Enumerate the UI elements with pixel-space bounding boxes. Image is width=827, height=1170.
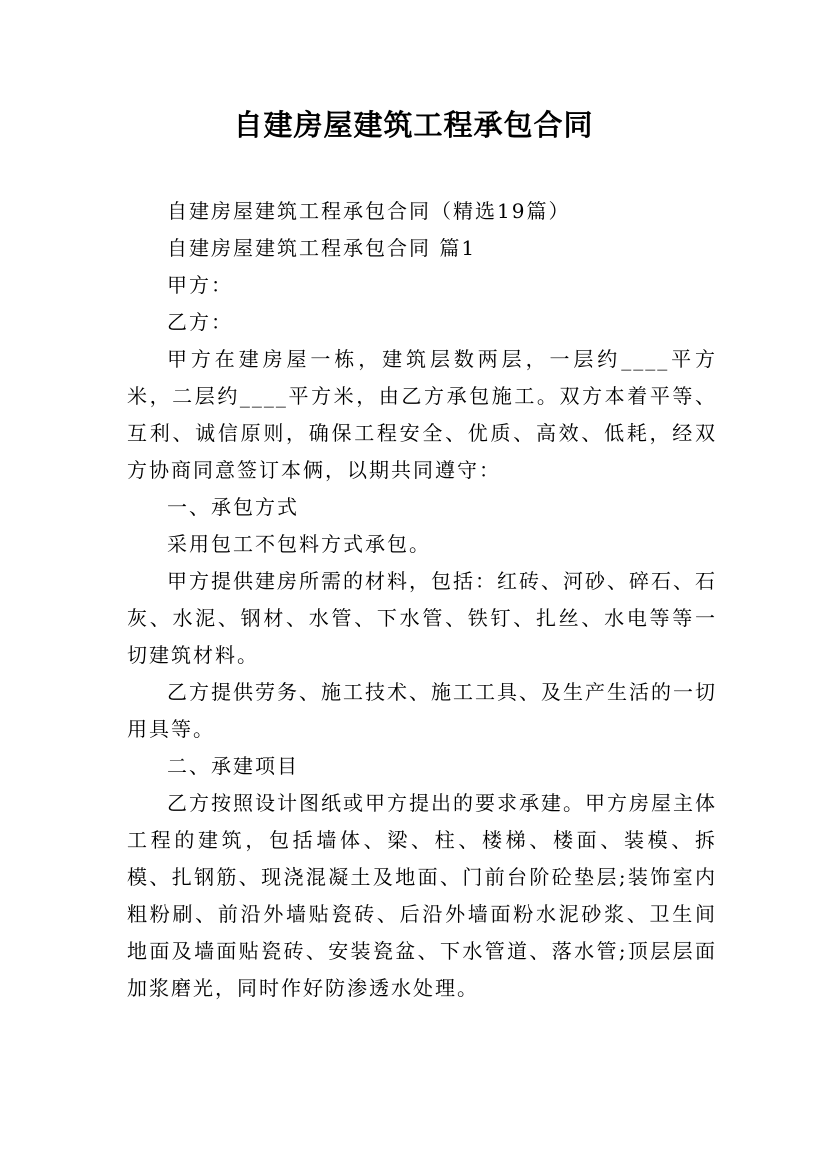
paragraph-section-heading: 自建房屋建筑工程承包合同 篇1 [167,236,477,260]
paragraph-party-b: 乙方： [167,310,233,334]
document-body [127,193,717,1007]
paragraph-party-b-labor: 乙方提供劳务、施工技术、施工工具、及生产生活的一切用具等。 [127,680,717,741]
paragraph-intro: 甲方在建房屋一栋，建筑层数两层，一层约____平方米，二层约____平方米，由乙方承包施工。双方本着平等、互利、诚信原则，确保工程安全、优质、高效、低耗，经双方协商同意签订本俩，以期共同遵守： [127,347,717,482]
paragraph-contract-mode: 采用包工不包料方式承包。 [167,532,431,556]
paragraph-subtitle: 自建房屋建筑工程承包合同（精选19篇） [167,199,571,223]
paragraph-party-a: 甲方： [167,273,233,297]
paragraph-party-a-materials: 甲方提供建房所需的材料，包括：红砖、河砂、碎石、石灰、水泥、钢材、水管、下水管、铁钉、扎丝、水电等等一切建筑材料。 [127,569,717,667]
paragraph-heading-1: 一、承包方式 [167,495,299,519]
document-title: 自建房屋建筑工程承包合同 [233,108,594,142]
paragraph-heading-2: 二、承建项目 [167,754,299,778]
paragraph-project-scope: 乙方按照设计图纸或甲方提出的要求承建。甲方房屋主体工程的建筑，包括墙体、梁、柱、楼梯、楼面、装模、拆模、扎钢筋、现浇混凝土及地面、门前台阶砼垫层;装饰室内粗粉刷、前沿外墙贴瓷砖、后沿外墙面粉水泥砂浆、卫生间地面及墙面贴瓷砖、安装瓷盆、下水管道、落水管;顶层层面加浆磨光，同时作好防渗透水处理。 [127,791,717,1000]
